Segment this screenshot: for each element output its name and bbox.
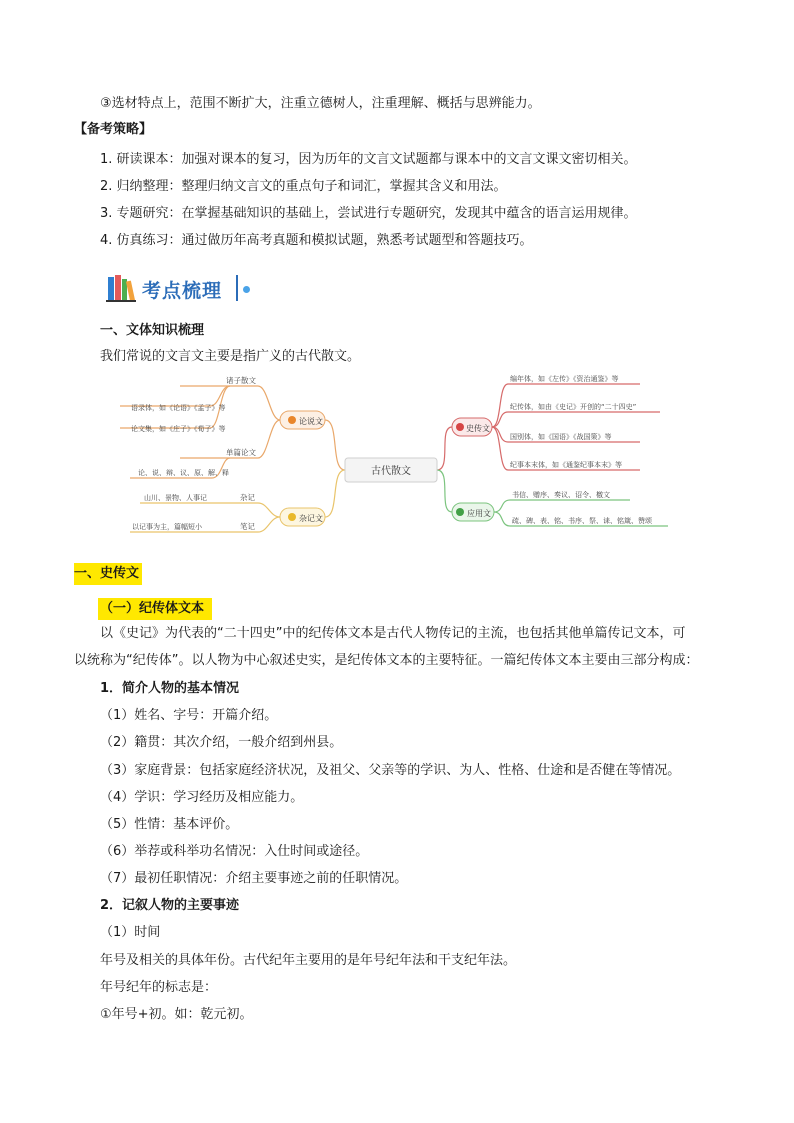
strategy-title: 【备考策略】	[74, 122, 153, 137]
point2-item-2: 年号及相关的具体年份。古代纪年主要用的是年号纪年法和干支纪年法。	[100, 953, 517, 968]
books-icon	[106, 273, 140, 303]
mindmap-leaf-lunwenji: 论文集，如《庄子》《荀子》等	[131, 425, 226, 433]
mindmap-leaf-jishibenmo: 纪事本末体，如《通鉴纪事本末》等	[510, 461, 622, 469]
point1-item-6: （6）举荐或科举功名情况：入仕时间或途径。	[100, 844, 369, 859]
mindmap-marker-4	[288, 513, 296, 521]
point1-item-3: （3）家庭背景：包括家庭经济状况，及祖父、父亲等的学识、为人、性格、仕途和是否健在等情况。	[100, 763, 681, 778]
kaodian-heading	[106, 271, 256, 305]
point1-item-1: （1）姓名、字号：开篇介绍。	[100, 708, 278, 723]
para1-line2: 以统称为“纪传体”。以人物为中心叙述史实，是纪传体文本的主要特征。一篇纪传体文本主要由三部分构成：	[74, 653, 699, 668]
strategy-item-4: 4. 仿真练习：通过做历年高考真题和模拟试题，熟悉考试题型和答题技巧。	[100, 233, 533, 248]
mindmap-leaf-yulu: 语录体，如《论语》《孟子》等	[131, 404, 226, 412]
section2-title: 一、史传文	[74, 566, 140, 581]
mindmap-danpian-label: 单篇论文	[226, 448, 256, 457]
mindmap-node-lunshuowen-label: 论说文	[299, 417, 323, 426]
mindmap-marker-3	[288, 416, 296, 424]
point2-item-1: （1）时间	[100, 925, 161, 940]
strategy-item-2: 2. 归纳整理：整理归纳文言文的重点句子和词汇，掌握其含义和用法。	[100, 179, 507, 194]
mindmap-leaf-jizhuan: 纪传体，如由《史记》开创的“二十四史”	[510, 403, 637, 411]
mindmap-leaf-shanchuan: 山川、景物、人事记	[144, 494, 207, 502]
mindmap-leaf-lun: 论、说、辩、议、原、解、释	[138, 469, 229, 477]
mindmap-leaf-shuxin: 书信、赠序、奏议、诏令、檄文	[512, 491, 610, 499]
point1-item-4: （4）学识：学习经历及相应能力。	[100, 790, 304, 805]
section1-intro: 我们常说的文言文主要是指广义的古代散文。	[100, 349, 361, 364]
mindmap-marker-1	[456, 423, 464, 431]
mindmap-leaf-guobie: 国别体，如《国语》《战国策》等	[510, 433, 612, 441]
point1-title: 1．简介人物的基本情况	[100, 681, 240, 696]
point1-item-7: （7）最初任职情况：介绍主要事迹之前的任职情况。	[100, 871, 408, 886]
mindmap-zaji-label: 杂记	[240, 493, 255, 502]
point1-item-2: （2）籍贯：其次介绍，一般介绍到州县。	[100, 735, 343, 750]
logo-divider	[236, 275, 238, 301]
section2-subtitle: （一）纪传体文本	[100, 601, 205, 616]
mindmap-node-shizhuanwen-label: 史传文	[466, 424, 490, 433]
strategy-item-3: 3. 专题研究：在掌握基础知识的基础上，尝试进行专题研究，发现其中蕴含的语言运用规律。	[100, 206, 637, 221]
mindmap-leaf-jishi: 以记事为主，篇幅短小	[132, 523, 202, 531]
intro-item: ③选材特点上，范围不断扩大，注重立德树人，注重理解、概括与思辨能力。	[100, 96, 541, 111]
mindmap-biji-label: 笔记	[240, 522, 255, 531]
point2-title: 2．记叙人物的主要事迹	[100, 898, 240, 913]
logo-text: 考点梳理	[142, 280, 223, 302]
mindmap-marker-2	[456, 508, 464, 516]
strategy-item-1: 1. 研读课本：加强对课本的复习，因为历年的文言文试题都与课本中的文言文课文密切相关。	[100, 152, 637, 167]
point2-item-3: 年号纪年的标志是：	[100, 980, 218, 995]
section1-title: 一、文体知识梳理	[100, 323, 205, 338]
mindmap-node-yingyongwen-label: 应用文	[467, 509, 491, 518]
point1-item-5: （5）性情：基本评价。	[100, 817, 239, 832]
mindmap-leaf-shu: 疏、碑、表、铭、书序、祭、诔、铭箴、赞颂	[512, 517, 652, 525]
point2-item-4: ①年号+初。如：乾元初。	[100, 1007, 253, 1022]
mindmap	[0, 372, 794, 542]
mindmap-zhuzi-label: 诸子散文	[226, 376, 256, 385]
logo-dot	[243, 286, 250, 293]
para1-line1: 以《史记》为代表的“二十四史”中的纪传体文本是古代人物传记的主流，也包括其他单篇传记文本，可	[100, 626, 686, 641]
mindmap-node-zajiwen-label: 杂记文	[299, 514, 323, 523]
mindmap-center-label: 古代散文	[371, 466, 411, 477]
mindmap-leaf-biannian: 编年体，如《左传》《资治通鉴》等	[510, 375, 619, 383]
